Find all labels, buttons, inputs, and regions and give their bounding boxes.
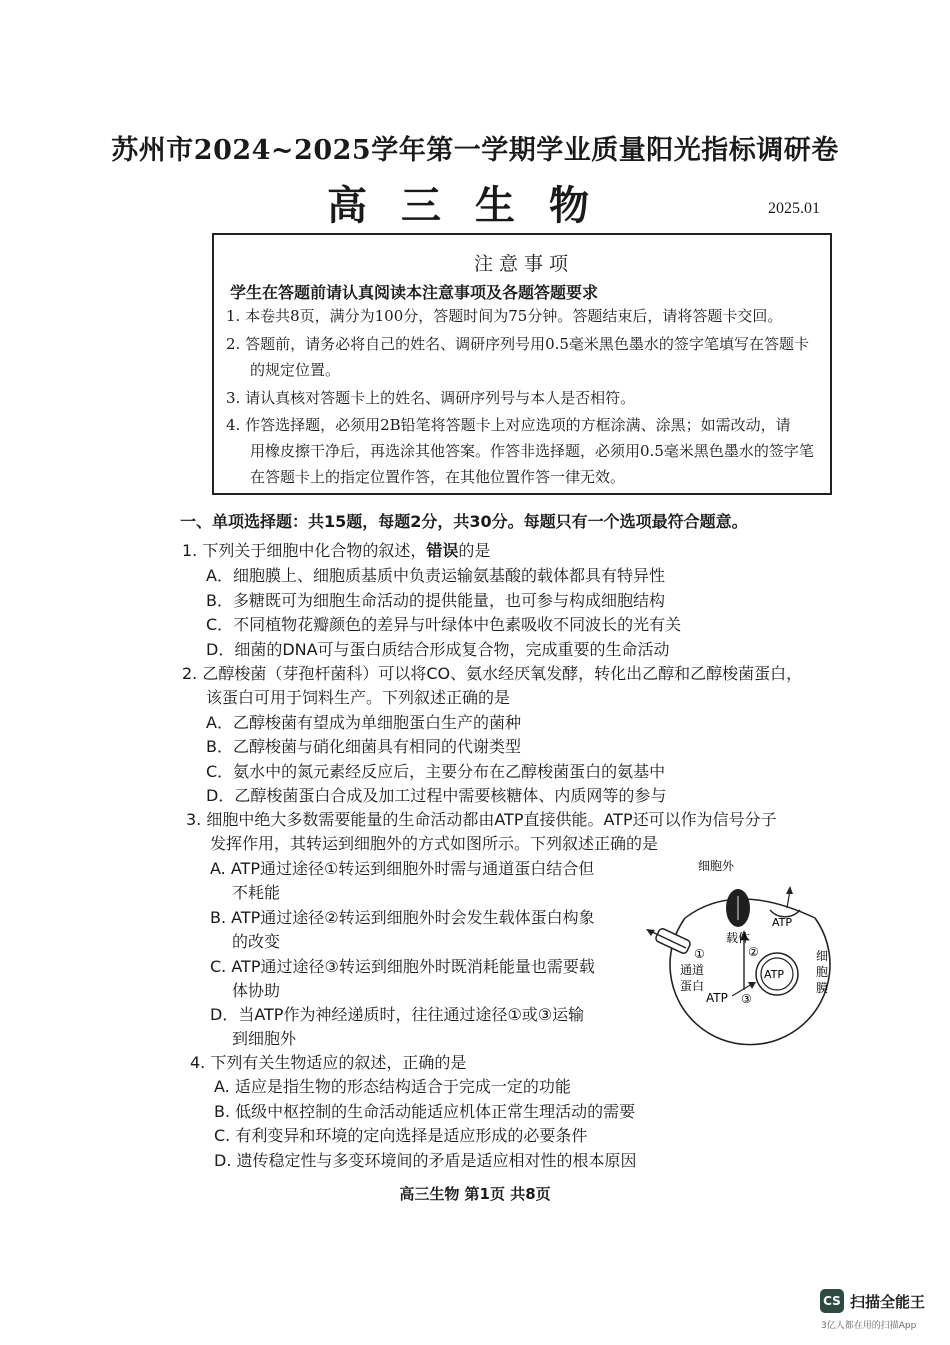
question-3-option-c: C. ATP通过途径③转运到细胞外时既消耗能量也需要载 (210, 957, 595, 976)
diagram-outside-label: 细胞外 (698, 859, 735, 873)
diagram-membrane-label-1: 细 (816, 949, 829, 963)
question-1-stem-suffix: 的是 (458, 541, 491, 560)
subject-title: 高三生物 (327, 183, 623, 229)
notice-line: 在答题卡上的指定位置作答，在其他位置作答一律无效。 (250, 468, 626, 486)
diagram-channel-label-1: 通道 (680, 963, 705, 977)
question-2-option-d: D．乙醇梭菌蛋白合成及加工过程中需要核糖体、内质网等的参与 (206, 786, 667, 805)
exam-title: 苏州市2024~2025学年第一学期学业质量阳光指标调研卷 (111, 135, 839, 166)
cell-membrane-top (685, 899, 815, 918)
question-3-option-a: A. ATP通过途径①转运到细胞外时需与通道蛋白结合但 (210, 859, 595, 878)
question-3-option-c-cont: 体协助 (232, 981, 281, 1000)
diagram-carrier-label: 载体 (726, 931, 751, 945)
question-3-option-b: B. ATP通过途径②转运到细胞外时会发生载体蛋白构象 (210, 908, 595, 927)
question-3-option-d: D．当ATP作为神经递质时，往往通过途径①或③运输 (210, 1005, 585, 1024)
question-4-option-a: A. 适应是指生物的形态结构适合于完成一定的功能 (214, 1077, 571, 1096)
exam-date: 2025.01 (768, 200, 820, 217)
notice-line: 1. 本卷共8页，满分为100分，答题时间为75分钟。答题结束后，请将答题卡交回。 (226, 307, 783, 325)
question-1-stem-emphasis: 错误 (426, 541, 459, 560)
notice-intro: 学生在答题前请认真阅读本注意事项及各题答题要求 (230, 283, 599, 302)
diagram-channel-label-2: 蛋白 (680, 979, 705, 993)
diagram-atp-released: ATP (772, 916, 793, 929)
question-2-stem-line: 该蛋白可用于饲料生产。下列叙述正确的是 (206, 688, 511, 707)
question-1-option-b: B．多糖既可为细胞生命活动的提供能量，也可参与构成细胞结构 (206, 591, 665, 610)
question-1-option-c: C．不同植物花瓣颜色的差异与叶绿体中色素吸收不同波长的光有关 (206, 615, 682, 634)
exocytosis-arrowhead (786, 886, 793, 894)
notice-box (212, 233, 832, 495)
question-4-option-d: D. 遗传稳定性与多变环境间的矛盾是适应相对性的根本原因 (214, 1151, 637, 1170)
question-1-option-d: D．细菌的DNA可与蛋白质结合形成复合物，完成重要的生命活动 (206, 640, 670, 659)
scanner-watermark (820, 1289, 925, 1313)
diagram-membrane-label-2: 胞 (816, 965, 829, 979)
scanner-tagline: 3亿人都在用的扫描App (821, 1321, 917, 1331)
question-2-stem-line: 2. 乙醇梭菌（芽孢杆菌科）可以将CO、氨水经厌氧发酵，转化出乙醇和乙醇梭菌蛋白， (182, 664, 803, 683)
section-heading: 一、单项选择题：共15题，每题2分，共30分。每题只有一个选项最符合题意。 (180, 512, 748, 531)
question-4-option-c: C. 有利变异和环境的定向选择是适应形成的必要条件 (214, 1126, 588, 1145)
question-4-stem: 4. 下列有关生物适应的叙述，正确的是 (190, 1053, 467, 1072)
channel-protein (655, 927, 692, 954)
question-3-stem-line: 3. 细胞中绝大多数需要能量的生命活动都由ATP直接供能。ATP还可以作为信号分子 (186, 810, 777, 829)
question-3-stem-line: 发挥作用，其转运到细胞外的方式如图所示。下列叙述正确的是 (210, 834, 659, 853)
notice-line: 用橡皮擦干净后，再选涂其他答案。作答非选择题，必须用0.5毫米黑色墨水的签字笔 (250, 442, 814, 460)
page-footer: 高三生物 第1页 共8页 (399, 1185, 551, 1203)
notice-line: 的规定位置。 (250, 361, 341, 379)
atp-transport-diagram (640, 850, 840, 1050)
diagram-membrane-label-3: 膜 (816, 981, 829, 995)
question-1-stem-prefix: 1. 下列关于细胞中化合物的叙述， (182, 541, 427, 560)
question-2-option-b: B．乙醇梭菌与硝化细菌具有相同的代谢类型 (206, 737, 521, 756)
question-3-option-d-cont: 到细胞外 (232, 1029, 297, 1048)
question-4-option-b: B. 低级中枢控制的生命活动能适应机体正常生理活动的需要 (214, 1102, 636, 1121)
question-3-option-a-cont: 不耗能 (232, 883, 281, 902)
question-2-option-c: C．氨水中的氮元素经反应后，主要分布在乙醇梭菌蛋白的氨基中 (206, 762, 666, 781)
diagram-path-3: ③ (741, 992, 752, 1006)
notice-line: 4. 作答选择题，必须用2B铅笔将答题卡上对应选项的方框涂满、涂黑；如需改动，请 (226, 416, 791, 434)
diagram-path-1: ① (694, 947, 705, 961)
notice-title: 注意事项 (473, 253, 574, 275)
notice-line: 3. 请认真核对答题卡上的姓名、调研序列号与本人是否相符。 (226, 389, 636, 407)
scanner-logo-icon: CS (820, 1289, 844, 1313)
question-3-option-b-cont: 的改变 (232, 932, 281, 951)
diagram-atp-vesicle: ATP (764, 968, 785, 981)
diagram-atp-cytoplasm: ATP (706, 991, 728, 1005)
notice-line: 2. 答题前，请务必将自己的姓名、调研序列号用0.5毫米黑色墨水的签字笔填写在答题卡 (226, 335, 809, 353)
question-1-stem (182, 538, 490, 561)
scanner-app-name: 扫描全能王 (850, 1292, 926, 1311)
question-2-option-a: A．乙醇梭菌有望成为单细胞蛋白生产的菌种 (206, 713, 521, 732)
diagram-path-2: ② (748, 945, 759, 959)
question-1-option-a: A．细胞膜上、细胞质基质中负责运输氨基酸的载体都具有特异性 (206, 566, 665, 585)
